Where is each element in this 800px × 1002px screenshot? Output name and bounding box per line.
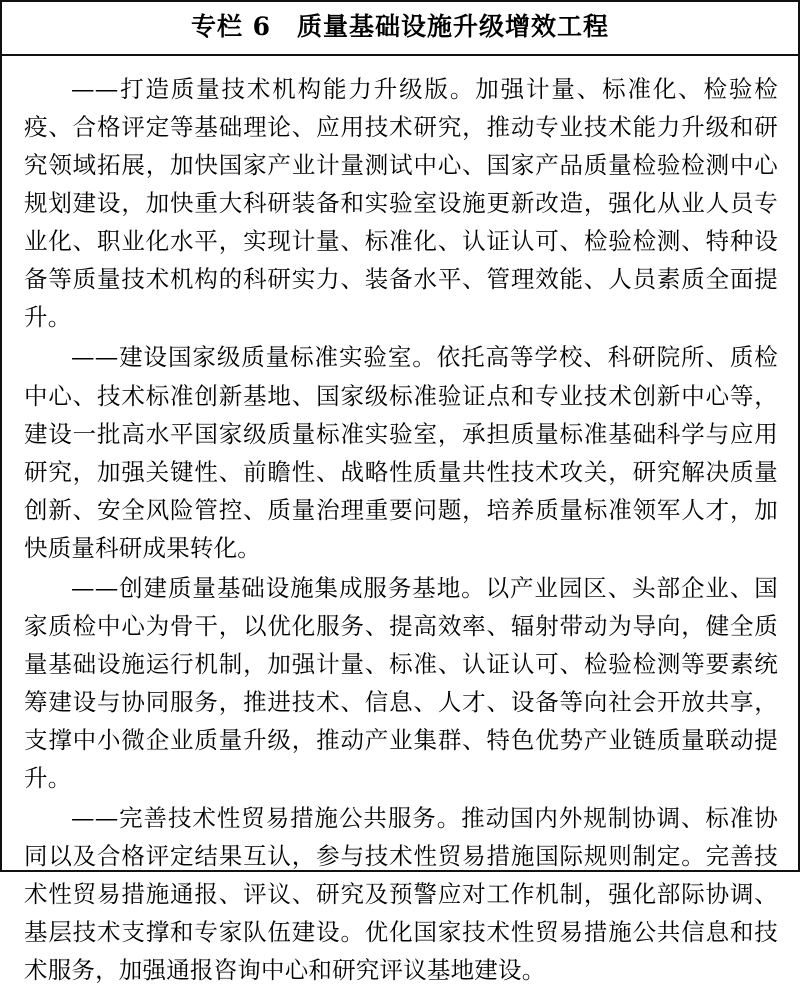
paragraph: ——打造质量技术机构能力升级版。加强计量、标准化、检验检疫、合格评定等基础理论、应用技术研究，推动专业技术能力升级和研究领域拓展，加快国家产业计量测试中心、国家产品质量检验检测中心规划建设，加快重大科研装备和实验室设施更新改造，强化从业人员专业化、职业化水平，实现计量、标准化、认证认可、检验检测、特种设备等质量技术机构的科研实力、装备水平、管理效能、人员素质全面提升。: [24, 75, 778, 332]
paragraph: ——完善技术性贸易措施公共服务。推动国内外规制协调、标准协同以及合格评定结果互认，参与技术性贸易措施国际规则制定。完善技术性贸易措施通报、评议、研究及预警应对工作机制，强化部际协调、基层技术支撑和专家队伍建设。优化国家技术性贸易措施公共信息和技术服务，加强通报咨询中心和研究评议基地建设。: [24, 804, 778, 985]
document-body: [2, 56, 798, 1002]
paragraph: ——创建质量基础设施集成服务基地。以产业园区、头部企业、国家质检中心为骨干，以优化服务、提高效率、辐射带动为导向，健全质量基础设施运行机制，加强计量、标准、认证认可、检验检测等要素统筹建设与协同服务，推进技术、信息、人才、设备等向社会开放共享，支撑中小微企业质量升级，推动产业集群、特色优势产业链质量联动提升。: [24, 573, 778, 793]
paragraph: ——建设国家级质量标准实验室。依托高等学校、科研院所、质检中心、技术标准创新基地、国家级标准验证点和专业技术创新中心等，建设一批高水平国家级质量标准实验室，承担质量标准基础科学与应用研究，加强关键性、前瞻性、战略性质量共性技术攻关，研究解决质量创新、安全风险管控、质量治理重要问题，培养质量标准领军人才，加快质量科研成果转化。: [24, 343, 778, 562]
page-title: 专栏 6 质量基础设施升级增效工程: [190, 12, 610, 41]
document-title-bar: [2, 2, 798, 56]
